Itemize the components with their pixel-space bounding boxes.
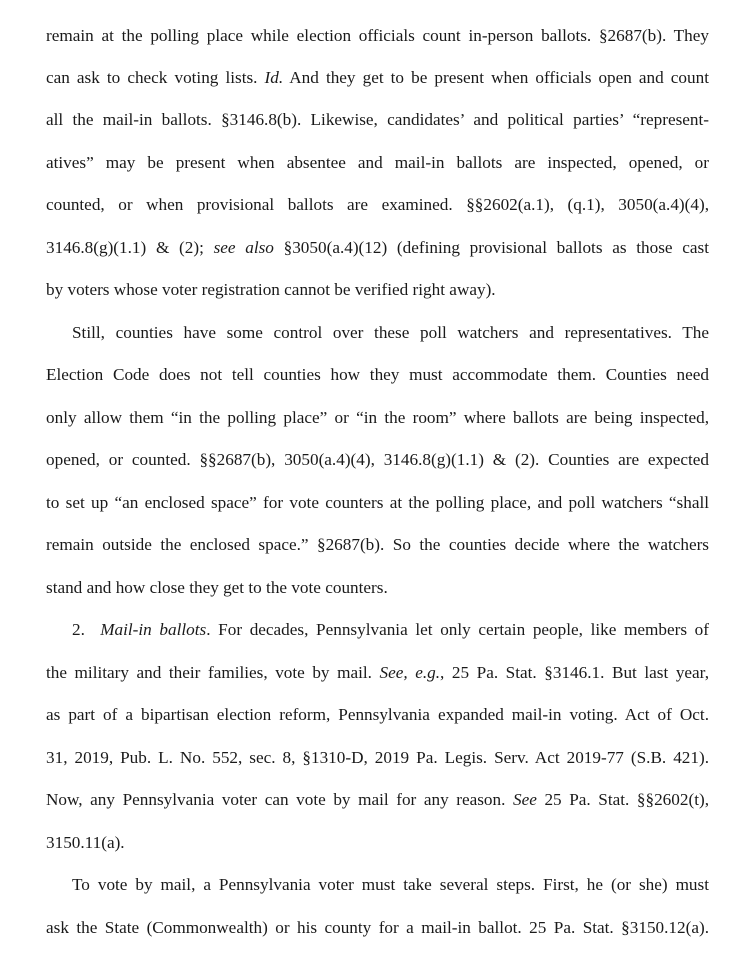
text-line: atives” may be present when absentee and mail-in ballots are inspected, opened, or bbox=[46, 153, 709, 172]
text-line: by voters whose voter registration cannot be verified right away). bbox=[46, 280, 496, 299]
text-line: ask the State (Commonwealth) or his county for a mail-in ballot. 25 Pa. Stat. §3150.12(a). bbox=[46, 918, 709, 937]
text-line: counted, or when provisional ballots are examined. §§2602(a.1), (q.1), 3050(a.4)(4), bbox=[46, 195, 709, 214]
text-line: can ask to check voting lists. Id. And they get to be present when officials open and count bbox=[46, 68, 709, 87]
text-line: remain outside the enclosed space.” §2687(b). So the counties decide where the watchers bbox=[46, 535, 709, 554]
text-line: 3150.11(a). bbox=[46, 833, 125, 852]
section-heading-line: 2. Mail-in ballots. For decades, Pennsylvania let only certain people, like members of bbox=[72, 620, 709, 639]
text-line: Election Code does not tell counties how they must accommodate them. Counties need bbox=[46, 365, 709, 384]
section-heading: Mail-in ballots bbox=[100, 620, 207, 639]
text-line: opened, or counted. §§2687(b), 3050(a.4)(4), 3146.8(g)(1.1) & (2). Counties are expected bbox=[46, 450, 709, 469]
text-line: all the mail-in ballots. §3146.8(b). Likewise, candidates’ and political parties’ “represent- bbox=[46, 110, 709, 129]
text-line: 31, 2019, Pub. L. No. 552, sec. 8, §1310-D, 2019 Pa. Legis. Serv. Act 2019-77 (S.B. 421). bbox=[46, 748, 709, 767]
text-line: Still, counties have some control over these poll watchers and representatives. The bbox=[72, 323, 709, 342]
text-line: the military and their families, vote by mail. See, e.g., 25 Pa. Stat. §3146.1. But last year, bbox=[46, 663, 709, 682]
text-line: remain at the polling place while election officials count in-person ballots. §2687(b). They bbox=[46, 26, 709, 45]
text-line: as part of a bipartisan election reform, Pennsylvania expanded mail-in voting. Act of Oct. bbox=[46, 705, 709, 724]
text-line: Now, any Pennsylvania voter can vote by mail for any reason. See 25 Pa. Stat. §§2602(t), bbox=[46, 790, 709, 809]
text-line: stand and how close they get to the vote counters. bbox=[46, 578, 388, 597]
text-line: only allow them “in the polling place” or “in the room” where ballots are being inspected, bbox=[46, 408, 709, 427]
text-line: To vote by mail, a Pennsylvania voter must take several steps. First, he (or she) must bbox=[72, 875, 709, 894]
text-line: to set up “an enclosed space” for vote counters at the polling place, and poll watchers “shall bbox=[46, 493, 709, 512]
text-line: 3146.8(g)(1.1) & (2); see also §3050(a.4)(12) (defining provisional ballots as those cast bbox=[46, 238, 709, 257]
